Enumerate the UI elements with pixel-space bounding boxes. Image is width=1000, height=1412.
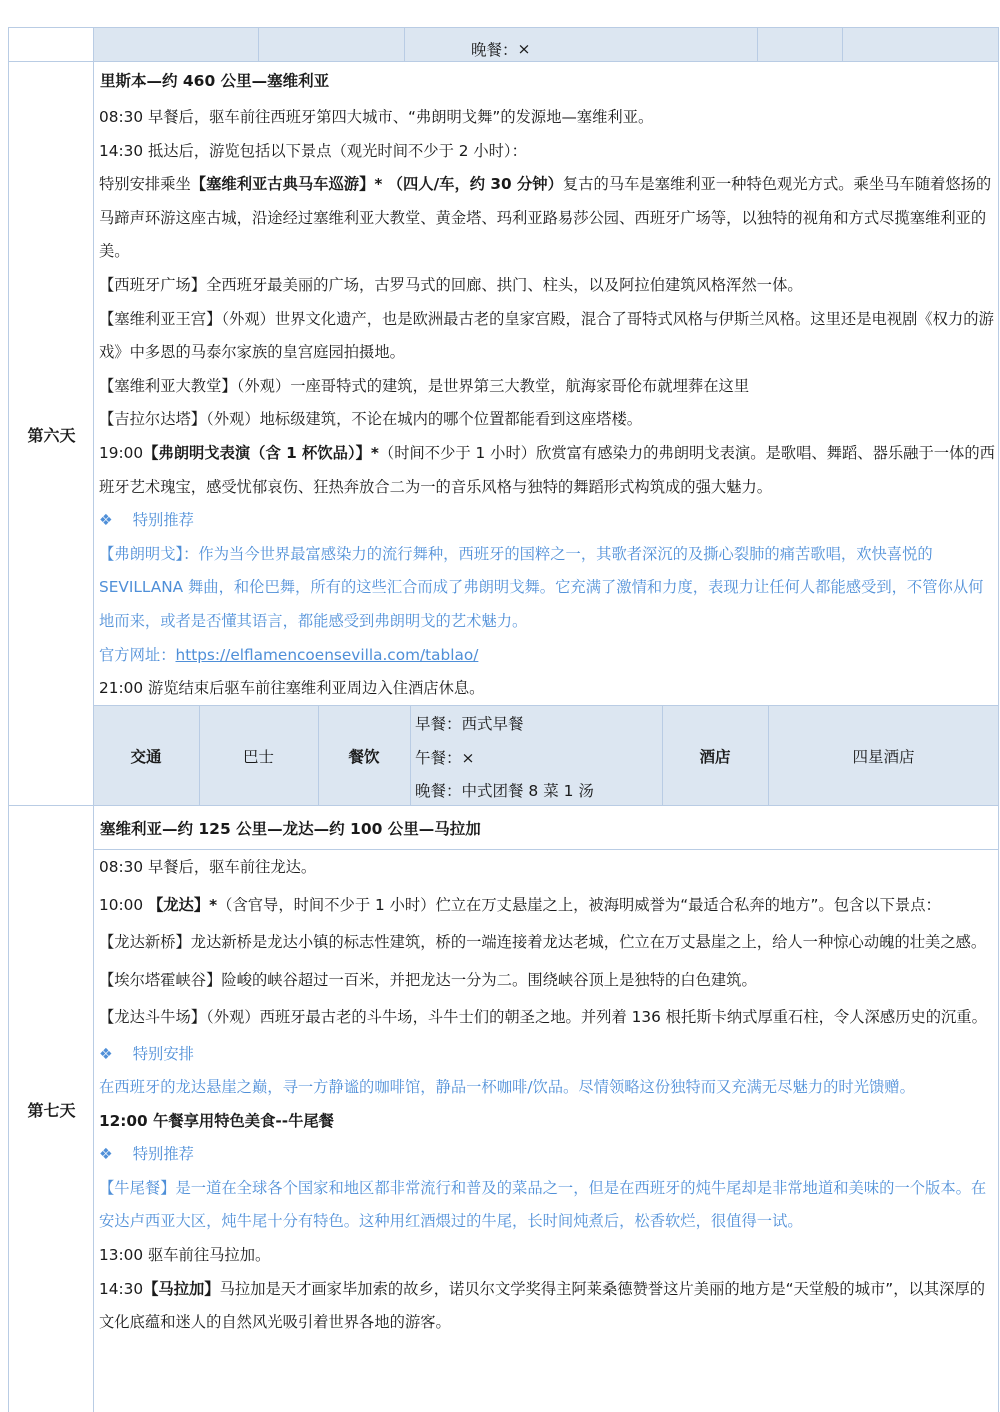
hotel-value: 四星酒店: [852, 747, 915, 766]
day6-recommend-heading: [99, 504, 995, 538]
lunch-item: 午餐：×: [415, 748, 475, 767]
transport-value: 巴士: [242, 747, 274, 766]
line-text: 复古的马车是塞维利亚一种特色观光方式。乘坐马车随着悠扬的马蹄声环游这座古城，沿途经过塞维利亚大教堂、黄金塔、玛利亚路易莎公园、西班牙广场等，以独特的视角和方式尽揽塞维利亚的美。: [99, 175, 992, 261]
dinner-item: 晚餐：中式团餐 8 菜 1 汤: [415, 782, 594, 801]
prev-dinner-label: 晚餐：: [471, 41, 518, 59]
official-site-link[interactable]: https://elflamencoensevilla.com/tablao/: [175, 645, 479, 664]
day6-line: 【吉拉尔达塔】（外观）地标级建筑，不论在城内的哪个位置都能看到这座塔楼。: [99, 410, 643, 429]
line-text: 14:30: [99, 1279, 144, 1298]
day7-label-cell: [8, 805, 94, 1412]
day6-line: 08:30 早餐后，驱车前往西班牙第四大城市、“弗朗明戈舞”的发源地—塞维利亚。: [99, 108, 654, 126]
day7-label: 第七天: [27, 1100, 76, 1120]
line-text: 特别安排乘坐: [99, 175, 191, 194]
line-text: 马拉加是天才画家毕加索的故乡，诺贝尔文学奖得主阿莱桑德赞誉这片美丽的地方是“天堂般的城市”，以其深厚的文化底蕴和迷人的自然风光吸引着世界各地的游客。: [99, 1279, 985, 1332]
day7-route-text: 塞维利亚—约 125 公里—龙达—约 100 公里—马拉加: [100, 820, 481, 838]
divider: [990, 27, 999, 62]
day7-ronda: [99, 887, 995, 925]
prev-dinner-value: ×: [517, 40, 531, 58]
day6-flamenco-show: [99, 437, 995, 504]
day6-label: 第六天: [27, 425, 76, 445]
line-bold: 【弗朗明戈表演（含 1 杯饮品）】*: [143, 443, 379, 462]
divider: [258, 27, 259, 62]
day7-line: 13:00 驱车前往马拉加。: [99, 1246, 271, 1265]
day7-line: 【龙达斗牛场】（外观）西班牙最古老的斗牛场，斗牛士们的朝圣之地。并列着 136 根托斯卡纳式厚重石柱，令人深感历史的沉重。: [99, 1008, 987, 1026]
day7-malaga: [99, 1273, 995, 1340]
divider: [757, 27, 758, 62]
meals-label: 餐饮: [348, 747, 380, 766]
recommend-title: 特别推荐: [132, 511, 194, 530]
line-bold: 【龙达】*: [147, 895, 218, 914]
day6-label-cell: [8, 61, 94, 806]
day6-route-text: 里斯本—约 460 公里—塞维利亚: [100, 71, 330, 90]
day6-line: 21:00 游览结束后驱车前往塞维利亚周边入住酒店休息。: [99, 679, 485, 698]
arrange-title: 特别安排: [132, 1044, 194, 1063]
day7-route: [93, 805, 999, 850]
day7-recommend-text: 【牛尾餐】是一道在全球各个国家和地区都非常流行和普及的菜品之一，但是在西班牙的炖牛尾却是非常地道和美味的一个版本。在安达卢西亚大区，炖牛尾十分有特色。这种用红酒煨过的牛尾，长时间炖煮后，松香软烂，很值得一试。: [99, 1178, 987, 1231]
day7-line: 【龙达新桥】龙达新桥是龙达小镇的标志性建筑，桥的一端连接着龙达老城，伫立在万丈悬崖之上，给人一种惊心动魄的壮美之感。: [99, 933, 987, 951]
day6-line: 【西班牙广场】全西班牙最美丽的广场，古罗马式的回廊、拱门、柱头，以及阿拉伯建筑风格浑然一体。: [99, 275, 803, 294]
day6-line: 【塞维利亚王宫】（外观）世界文化遗产，也是欧洲最古老的皇家宫殿，混合了哥特式风格与伊斯兰风格。这里还是电视剧《权力的游戏》中多恩的马泰尔家族的皇宫庭园拍摄地。: [99, 309, 994, 362]
breakfast-item: 早餐：西式早餐: [415, 715, 524, 733]
day7-line: 08:30 早餐后，驱车前往龙达。: [99, 858, 317, 876]
recommend-title: 特别推荐: [132, 1145, 194, 1164]
diamond-bullet-icon: ❖: [99, 1044, 113, 1063]
day7-arrange-heading: [99, 1038, 995, 1072]
day6-route: [93, 61, 999, 97]
day6-carriage-tour: [99, 168, 995, 269]
day6-recommend-text: 【弗朗明戈】：作为当今世界最富感染力的流行舞种，西班牙的国粹之一，其歌者深沉的及撕心裂肺的痛苦歌唱，欢快喜悦的 SEVILLANA 舞曲，和伦巴舞，所有的这些汇合而成了弗朗明戈舞。它充满了激情和力度，表现力让任何人都能感受到，不管你从何地而来，或者是否懂其语言，都能感受到弗朗明戈的艺术魅力。: [99, 544, 984, 630]
diamond-bullet-icon: ❖: [99, 511, 113, 530]
meals-list: [411, 708, 661, 809]
prev-day-label-cell: [8, 27, 94, 62]
transport-label: 交通: [130, 747, 162, 766]
day6-line: 【塞维利亚大教堂】（外观）一座哥特式的建筑，是世界第三大教堂，航海家哥伦布就埋葬在这里: [99, 376, 750, 395]
diamond-bullet-icon: ❖: [99, 1145, 113, 1164]
day7-recommend-heading: [99, 1138, 995, 1172]
day7-line: 12:00 午餐享用特色美食--牛尾餐: [99, 1111, 334, 1130]
divider: [842, 27, 843, 62]
line-text: （时间不少于 1 小时）欣赏富有感染力的弗朗明戈表演。是歌唱、舞蹈、器乐融于一体的西班牙艺术瑰宝，感受忧郁哀伤、狂热奔放合二为一的音乐风格与独特的舞蹈形式构筑成的强大魅力。: [99, 443, 995, 496]
day7-block-extra: [99, 1038, 995, 1340]
day7-arrange-text: 在西班牙的龙达悬崖之巅，寻一方静谧的咖啡馆，静品一杯咖啡/饮品。尽情领略这份独特而又充满无尽魅力的时光馈赠。: [99, 1078, 915, 1097]
hotel-label: 酒店: [699, 747, 731, 766]
day6-official-site: [99, 639, 995, 673]
day7-content: [93, 849, 999, 1340]
prev-dinner: [405, 34, 585, 64]
day7-line: 【埃尔塔霍峡谷】险峻的峡谷超过一百米，并把龙达一分为二。围绕峡谷顶上是独特的白色建筑。: [99, 970, 757, 989]
site-label: 官方网址：: [99, 645, 176, 664]
day6-content: [93, 101, 999, 706]
day6-line: 14:30 抵达后，游览包括以下景点（观光时间不少于 2 小时）：: [99, 141, 527, 160]
line-text: 19:00: [99, 443, 144, 462]
line-bold: 【塞维利亚古典马车巡游】* （四人/车，约 30 分钟）: [190, 175, 563, 194]
line-text: （含官导，时间不少于 1 小时）伫立在万丈悬崖之上，被海明威誉为“最适合私奔的地方”。包含以下景点：: [217, 895, 941, 914]
day7-block-main: [99, 849, 995, 1037]
line-text: 10:00: [99, 895, 148, 914]
line-bold: 【马拉加】: [143, 1279, 220, 1298]
